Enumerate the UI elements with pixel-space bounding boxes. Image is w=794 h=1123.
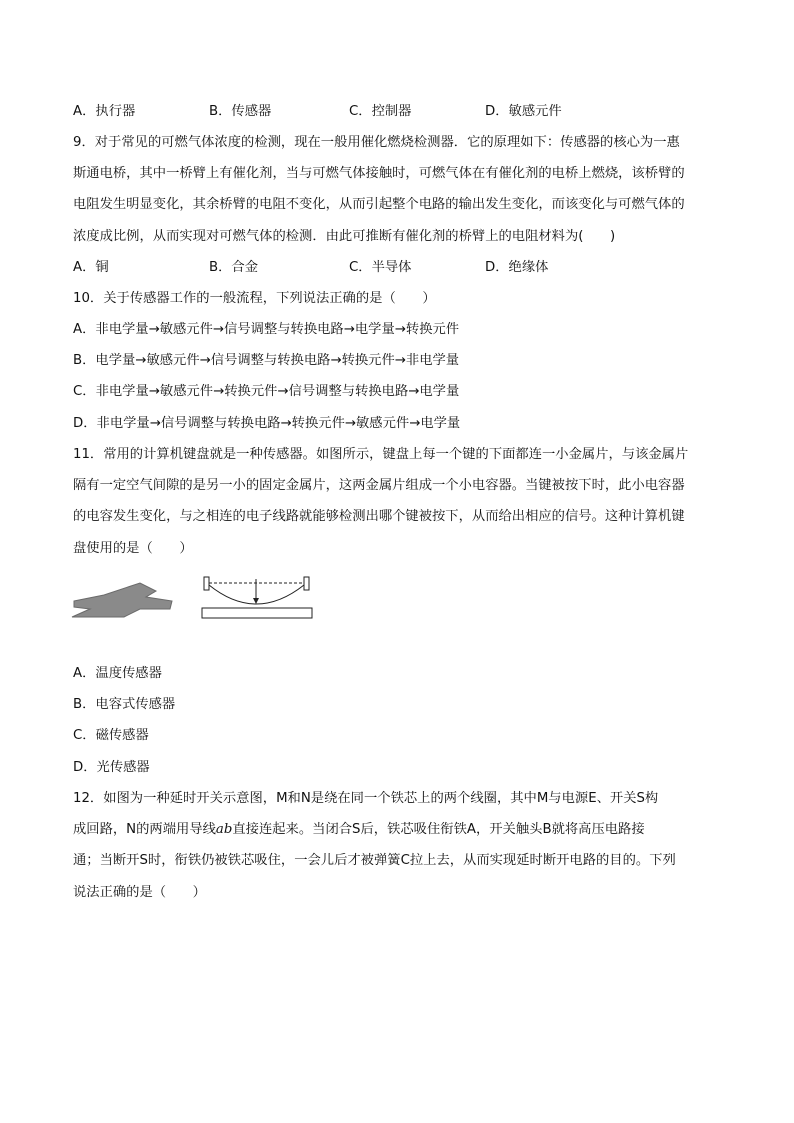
q11-stem-line-3: 的电容发生变化，与之相连的电子线路就能够检测出哪个键被按下，从而给出相应的信号。这种计算机键 (73, 509, 685, 524)
q11-stem-line-2: 隔有一定空气间隙的是另一小的固定金属片，这两金属片组成一个小电容器。当键被按下时，此小电容器 (73, 478, 685, 493)
q11-option-a[interactable]: A．温度传感器 (73, 666, 162, 681)
q12-stem-line-1: 12．如图为一种延时开关示意图，M和N是绕在同一个铁芯上的两个线圈，其中M与电源E、开关S构 (73, 791, 659, 806)
q12-stem-line-4: 说法正确的是（ ） (73, 885, 206, 900)
q8-option-c[interactable]: C．控制器 (349, 104, 412, 119)
q11-option-c[interactable]: C．磁传感器 (73, 728, 149, 743)
q9-stem-line-2: 斯通电桥，其中一桥臂上有催化剂，当与可燃气体接触时，可燃气体在有催化剂的电桥上燃烧，该桥臂的 (73, 166, 685, 181)
q11-stem-line-4: 盘使用的是（ ） (73, 541, 193, 556)
q10-stem: 10．关于传感器工作的一般流程，下列说法正确的是（ ） (73, 291, 436, 306)
q9-stem-line-4: 浓度成比例，从而实现对可燃气体的检测．由此可推断有催化剂的桥臂上的电阻材料为( ) (73, 229, 616, 244)
q10-option-c[interactable]: C．非电学量→敏感元件→转换元件→信号调整与转换电路→电学量 (73, 384, 460, 399)
q9-stem-line-3: 电阻发生明显变化，其余桥臂的电阻不变化，从而引起整个电路的输出发生变化，而该变化与可燃气体的 (73, 197, 685, 212)
capacitor-plates-icon (200, 573, 315, 623)
q9-option-b[interactable]: B．合金 (209, 260, 259, 275)
q11-option-d[interactable]: D．光传感器 (73, 760, 150, 775)
q9-option-c[interactable]: C．半导体 (349, 260, 412, 275)
q9-option-a[interactable]: A．铜 (73, 260, 109, 275)
key-shape-icon (70, 579, 174, 619)
q12-line2-suffix: 直接连起来。当闭合S后，铁芯吸住衔铁A，开关触头B就将高压电路接 (232, 822, 645, 837)
q9-option-d[interactable]: D．绝缘体 (485, 260, 549, 275)
q12-stem-line-2 (73, 820, 645, 840)
q8-option-b[interactable]: B．传感器 (209, 104, 272, 119)
wire-ab-label: ab (215, 822, 233, 837)
q9-options (73, 258, 733, 278)
q8-option-d[interactable]: D．敏感元件 (485, 104, 562, 119)
q12-stem-line-3: 通；当断开S时，衔铁仍被铁芯吸住，一会儿后才被弹簧C拉上去，从而实现延时断开电路的目的。下列 (73, 853, 676, 868)
keyboard-figure (70, 573, 320, 625)
q9-stem-line-1: 9．对于常见的可燃气体浓度的检测，现在一般用催化燃烧检测器．它的原理如下：传感器的核心为一惠 (73, 135, 680, 150)
q12-line2-prefix: 成回路，N的两端用导线 (73, 822, 216, 837)
q8-options (73, 102, 733, 122)
q10-option-a[interactable]: A．非电学量→敏感元件→信号调整与转换电路→电学量→转换元件 (73, 322, 460, 337)
q10-option-b[interactable]: B．电学量→敏感元件→信号调整与转换电路→转换元件→非电学量 (73, 353, 460, 368)
q8-option-a[interactable]: A．执行器 (73, 104, 136, 119)
q11-stem-line-1: 11．常用的计算机键盘就是一种传感器。如图所示，键盘上每一个键的下面都连一小金属片，与该金属片 (73, 447, 689, 462)
q10-option-d[interactable]: D．非电学量→信号调整与转换电路→转换元件→敏感元件→电学量 (73, 416, 461, 431)
q11-option-b[interactable]: B．电容式传感器 (73, 697, 176, 712)
